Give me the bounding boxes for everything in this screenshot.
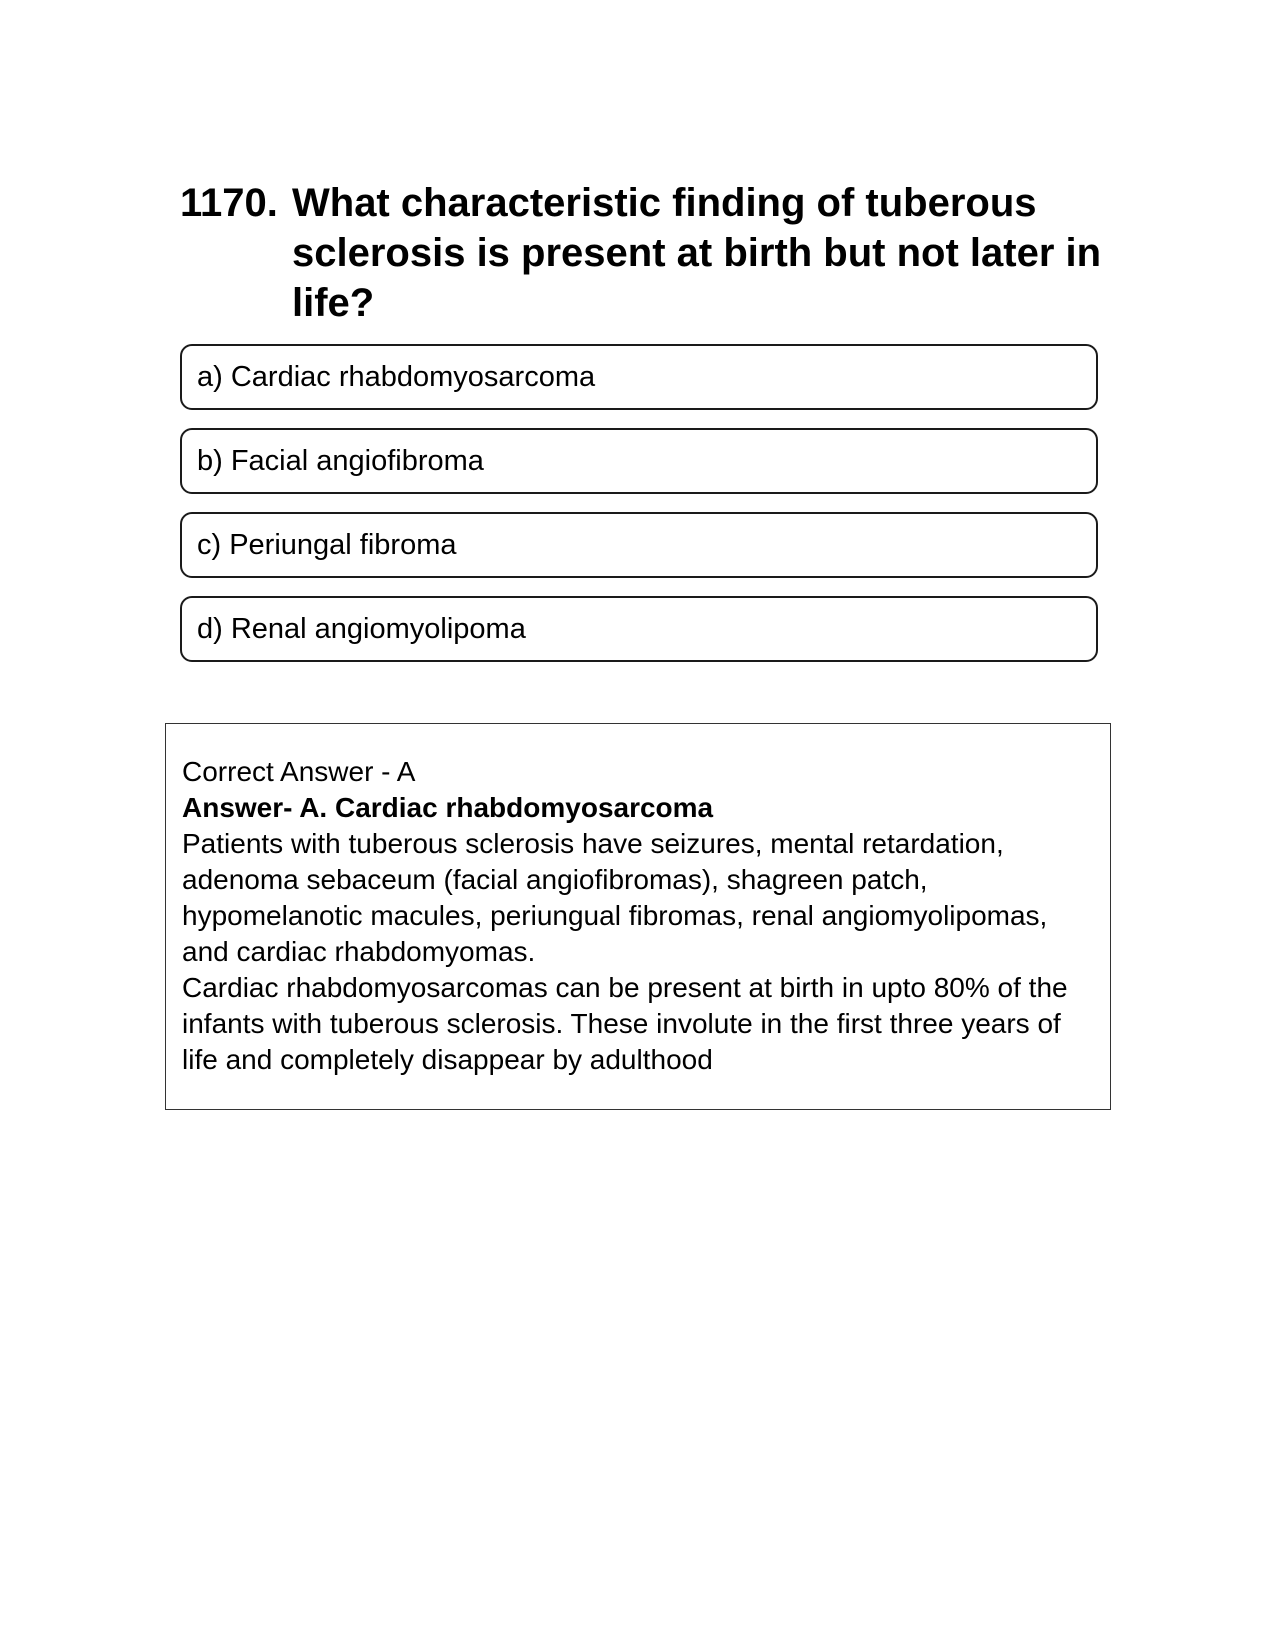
answer-explanation-box: [165, 723, 1111, 1110]
question-heading: [180, 178, 1110, 328]
correct-answer-line: Correct Answer - A: [182, 756, 416, 787]
answer-heading: Answer- A. Cardiac rhabdomyosarcoma: [182, 792, 714, 823]
question-text: What characteristic finding of tuberous sclerosis is present at birth but not later in life?: [292, 181, 1102, 325]
explanation-paragraph-1: Patients with tuberous sclerosis have seizures, mental retardation, adenoma sebaceum (facial angiofibromas), shagreen patch, hypomelanotic macules, periungual fibromas, renal angiomyolipomas, and cardiac rhabdomyomas.: [182, 828, 1048, 967]
option-a[interactable]: a) Cardiac rhabdomyosarcoma: [180, 344, 1098, 410]
explanation-paragraph-2: Cardiac rhabdomyosarcomas can be present at birth in upto 80% of the infants with tuberous sclerosis. These involute in the first three years of life and completely disappear by adulthood: [182, 972, 1068, 1075]
option-c[interactable]: c) Periungal fibroma: [180, 512, 1098, 578]
question-number: 1170.: [180, 181, 278, 225]
option-b[interactable]: b) Facial angiofibroma: [180, 428, 1098, 494]
option-d[interactable]: d) Renal angiomyolipoma: [180, 596, 1098, 662]
